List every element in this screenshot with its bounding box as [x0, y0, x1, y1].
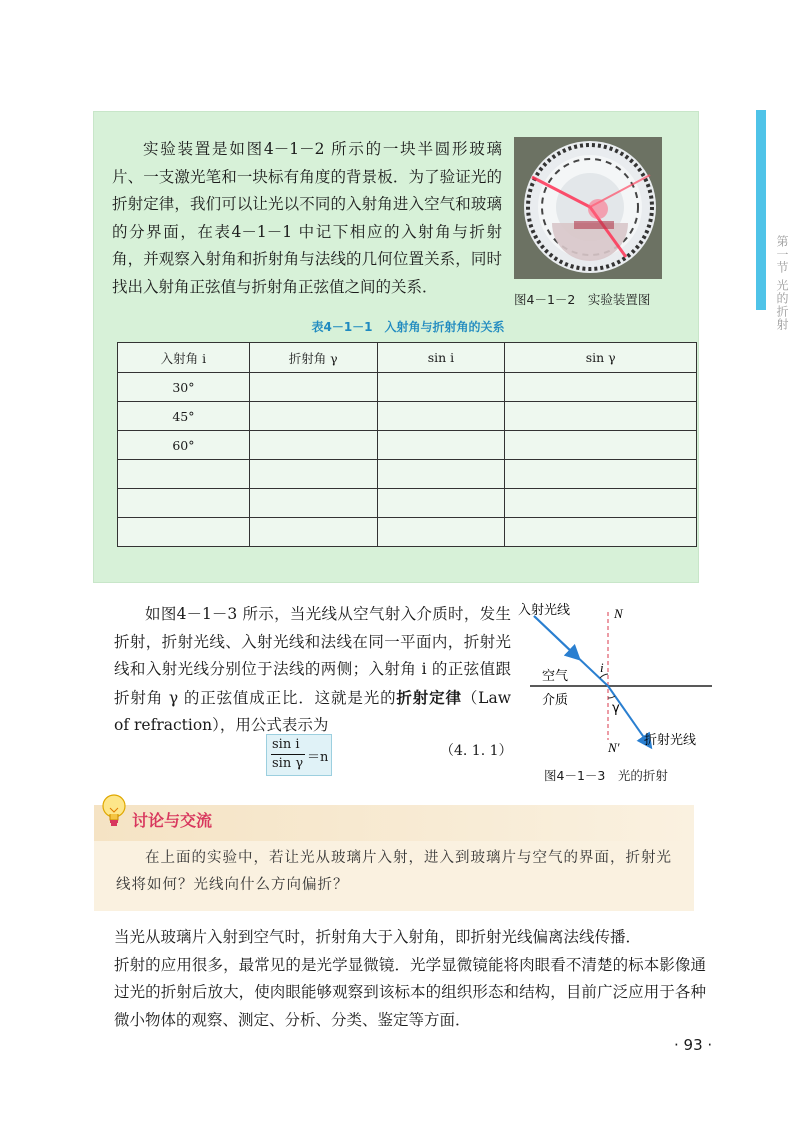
law-text-part2: （Law of refraction），用公式表示为	[114, 688, 511, 735]
table-cell	[505, 373, 697, 402]
formula-numerator: sin i	[272, 737, 300, 752]
table-cell	[377, 373, 505, 402]
refracted-label: 折射光线	[644, 733, 697, 748]
table-cell	[249, 460, 377, 489]
normal-top-label: N	[614, 606, 623, 621]
table-cell	[249, 489, 377, 518]
table-cell	[505, 402, 697, 431]
table-cell	[118, 460, 250, 489]
normal-bottom-label: N′	[608, 740, 620, 755]
angle-gamma-arc	[608, 696, 615, 698]
refraction-diagram	[516, 600, 716, 770]
angle-i-label: i	[600, 660, 604, 675]
photo-caption: 图4－1－2 实验装置图	[514, 292, 651, 307]
closing-paragraphs	[114, 924, 706, 1034]
table-cell	[118, 518, 250, 547]
table-row	[118, 402, 697, 431]
table-cell: 60°	[118, 431, 250, 460]
diagram-caption: 图4－1－3 光的折射	[544, 768, 668, 783]
table-row	[118, 460, 697, 489]
table-row	[118, 373, 697, 402]
chapter-side-tab	[756, 110, 766, 310]
table-cell	[377, 431, 505, 460]
refraction-law-paragraph	[114, 601, 511, 740]
discussion-text: 在上面的实验中，若让光从玻璃片入射，进入到玻璃片与空气的界面，折射光线将如何？光线向什么方向偏折？	[116, 850, 672, 893]
table-cell	[505, 431, 697, 460]
table-cell	[505, 460, 697, 489]
table-cell	[377, 489, 505, 518]
experiment-paragraph: 实验装置是如图4－1－2 所示的一块半圆形玻璃片、一支激光笔和一块标有角度的背景板．为了验证光的折射定律，我们可以让光以不同的入射角进入空气和玻璃的分界面，在表4－1－1 中记下相应的入射角与折射角，并观察入射角和折射角与法线的几何位置关系，同时找出入射角正弦值与折射角正弦值之间的关系．	[112, 140, 502, 296]
table-cell: 45°	[118, 402, 250, 431]
law-text-part1: 如图4－1－3 所示，当光线从空气射入介质时，发生折射，折射光线、入射光线和法线在同一平面内，折射光线和入射光线分别位于法线的两侧；入射角 i 的正弦值跟折射角 γ 的正弦值成正比．这就是光的	[114, 605, 511, 707]
table-header-cell: sin i	[377, 343, 505, 373]
closing-paragraph-1: 当光从玻璃片入射到空气时，折射角大于入射角，即折射光线偏离法线传播．	[114, 928, 642, 946]
table-cell	[377, 460, 505, 489]
table-cell	[377, 518, 505, 547]
table-cell	[505, 518, 697, 547]
table-header-cell: sin γ	[505, 343, 697, 373]
table-cell: 30°	[118, 373, 250, 402]
angle-gamma-label: γ	[612, 701, 620, 716]
table-header-cell: 入射角 i	[118, 343, 250, 373]
closing-paragraph-2: 折射的应用很多，最常见的是光学显微镜．光学显微镜能将肉眼看不清楚的标本影像通过光的折射后放大，使肉眼能够观察到该标本的组织形态和结构，目前广泛应用于各种微小物体的观察、测定、分析、分类、鉴定等方面．	[114, 955, 706, 1029]
formula-fraction-bar	[271, 754, 305, 755]
table-row	[118, 518, 697, 547]
lightbulb-icon	[98, 792, 130, 830]
incident-label: 入射光线	[518, 603, 571, 618]
table-cell	[118, 489, 250, 518]
apparatus-photo-image	[514, 137, 662, 279]
medium-label: 介质	[542, 693, 569, 708]
table-cell	[249, 431, 377, 460]
table-row	[118, 431, 697, 460]
formula-denominator: sin γ	[272, 756, 304, 771]
table-header-row	[118, 343, 697, 373]
law-bold-term: 折射定律	[396, 687, 462, 707]
table-cell	[377, 402, 505, 431]
page-number: · 93 ·	[674, 1036, 713, 1054]
table-header-cell: 折射角 γ	[249, 343, 377, 373]
table-cell	[249, 373, 377, 402]
table-cell	[505, 489, 697, 518]
chapter-side-label: 第一节 光的折射	[775, 235, 789, 331]
table-cell	[249, 402, 377, 431]
incident-ray-arrow	[534, 616, 578, 658]
snell-formula	[266, 734, 332, 776]
table-row	[118, 489, 697, 518]
angle-table	[117, 342, 697, 547]
equation-number: （4. 1. 1）	[440, 743, 513, 759]
discussion-title: 讨论与交流	[132, 811, 213, 830]
formula-rhs: ＝n	[307, 750, 329, 765]
table-title: 表4－1－1 入射角与折射角的关系	[311, 320, 505, 334]
apparatus-photo	[514, 137, 662, 279]
air-label: 空气	[542, 669, 569, 684]
table-cell	[249, 518, 377, 547]
